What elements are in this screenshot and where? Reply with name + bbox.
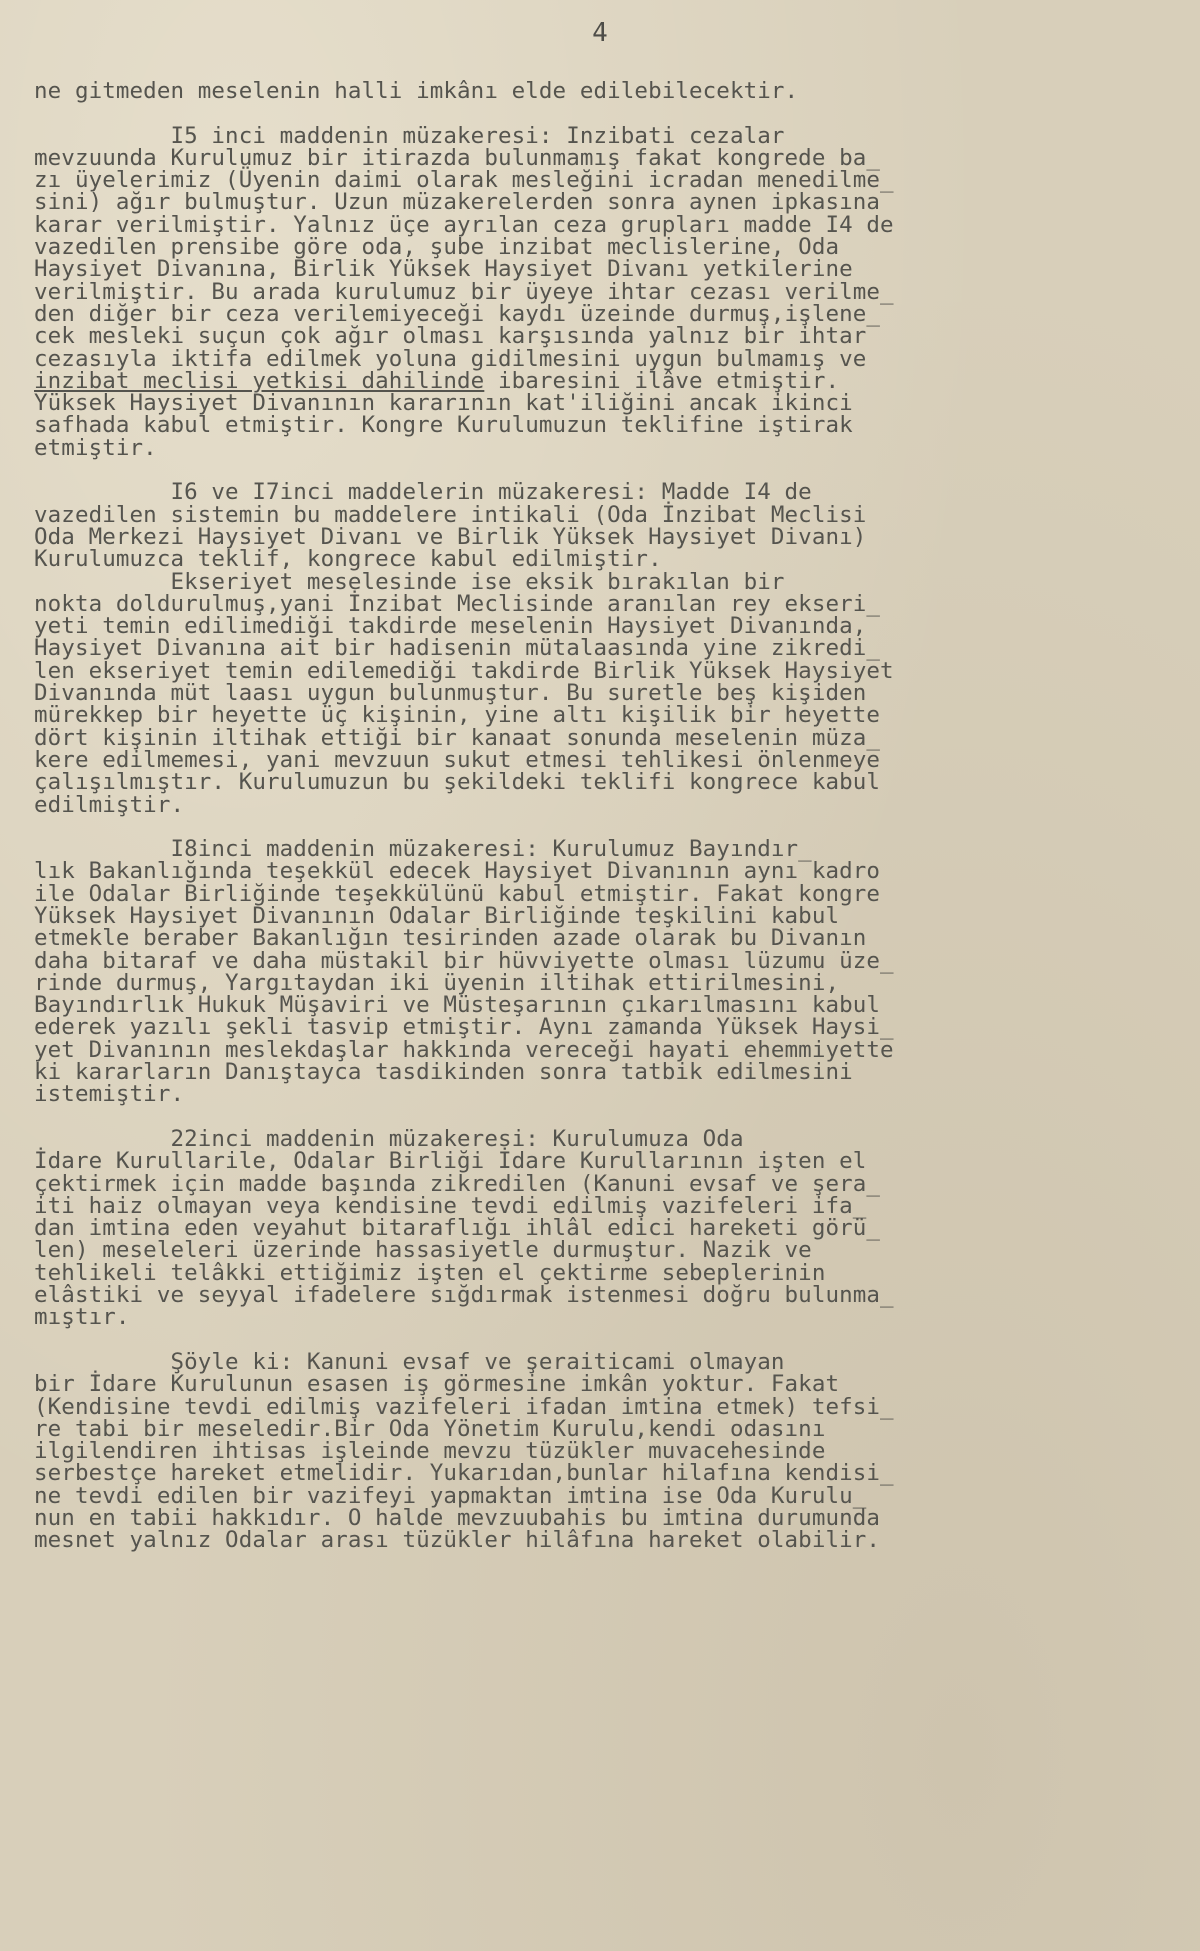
text-line: mevzuunda Kurulumuz bir itirazda bulunmamış fakat kongrede ba_ [34, 144, 881, 171]
text-line: ne gitmeden meselenin halli imkânı elde edilebilecektir. [34, 78, 799, 104]
paragraph-explanation [34, 1348, 1184, 1554]
text-line: den diğer bir ceza verilemiyeceği kaydı üzeinde durmuş,işlene_ [34, 300, 881, 327]
paragraph-article-22 [34, 1125, 1184, 1331]
text-line: Şöyle ki: Kanuni evsaf ve şeraiticami olmayan [34, 1348, 785, 1375]
text-line: çalışılmıştır. Kurulumuzun bu şekildeki teklifi kongrece kabul [34, 769, 881, 796]
text-line: rinde durmuş, Yargıtaydan iki üyenin iltihak ettirilmesini, [34, 969, 840, 996]
text-line: safhada kabul etmiştir. Kongre Kurulumuzun teklifine iştirak [34, 412, 853, 439]
paragraph-articles-16-17 [34, 479, 1184, 818]
page-number: 4 [592, 18, 608, 48]
text-line: etmekle beraber Bakanlığın tesirinden azade olarak bu Divanın [34, 925, 867, 952]
text-line: dan imtina eden veyahut bitaraflığı ihlâl edici hareketi görü_ [34, 1215, 881, 1242]
text-line: verilmiştir. Bu arada kurulumuz bir üyeye ihtar cezası verilme_ [34, 278, 894, 305]
text-line: dört kişinin iltihak ettiği bir kanaat sonunda meselenin müza_ [34, 724, 881, 751]
text-line: mesnet yalnız Odalar arası tüzükler hilâfına hareket olabilir. [34, 1527, 881, 1554]
text-line: yet Divanının meslekdaşlar hakkında vereceği hayati ehemmiyette [34, 1036, 894, 1063]
text-line: I6 ve I7inci maddelerin müzakeresi: Madde I4 de [34, 479, 812, 506]
text-line: mürekkep bir heyette üç kişinin, yine altı kişilik bir heyette [34, 702, 881, 729]
text-line: lık Bakanlığında teşekkül edecek Haysiyet Divanının aynı kadro [34, 858, 881, 885]
text-line: (Kendisine tevdi edilmiş vazifeleri ifadan imtina etmek) tefsi_ [34, 1393, 894, 1420]
text-line: cezasıyla iktifa edilmek yoluna gidilmesini uygun bulmamış ve [34, 345, 867, 372]
text-line: İdare Kurullarile, Odalar Birliği İdare Kurullarının işten el [34, 1148, 867, 1175]
underlined-phrase: inzibat meclisi yetkisi dahilinde [34, 367, 485, 394]
text-line: sini) ağır bulmuştur. Uzun müzakerelerden sonra aynen ipkasına [34, 189, 881, 216]
text-line: iti haiz olmayan veya kendisine tevdi edilmiş vazifeleri ifa_ [34, 1192, 867, 1219]
text-line: yeti temin edilimediği takdirde meselenin Haysiyet Divanında, [34, 613, 867, 640]
text-line: karar verilmiştir. Yalnız üçe ayrılan ceza grupları madde I4 de [34, 211, 894, 238]
text-line: 22inci maddenin müzakeresi: Kurulumuza Oda [34, 1125, 744, 1152]
text-line: vazedilen sistemin bu maddelere intikali (Oda İnzibat Meclisi [34, 501, 867, 528]
document-body [34, 80, 1184, 1552]
text-line: Ekseriyet meselesinde ise eksik bırakılan bir [34, 568, 785, 595]
text-line: Yüksek Haysiyet Divanının kararının kat'iliğini ancak ikinci [34, 390, 853, 417]
text-line: bir İdare Kurulunun esasen iş görmesine imkân yoktur. Fakat [34, 1371, 840, 1398]
text-line: len) meseleleri üzerinde hassasiyetle durmuştur. Nazik ve [34, 1237, 812, 1264]
text-line: mıştır. [34, 1304, 130, 1331]
paragraph-intro [34, 80, 1184, 102]
text-line: cek mesleki suçun çok ağır olması karşısında yalnız bir ihtar [34, 323, 867, 350]
text-line: tehlikeli telâkki ettiğimiz işten el çektirme sebeplerinin [34, 1259, 826, 1286]
text-line: Haysiyet Divanına ait bir hadisenin mütalaasında yine zikredi_ [34, 635, 881, 662]
text-line: vazedilen prensibe göre oda, şube inzibat meclislerine, Oda [34, 234, 840, 261]
text-line: Kurulumuzca teklif, kongrece kabul edilmiştir. [34, 546, 662, 573]
paragraph-article-15 [34, 122, 1184, 461]
text-line-rest: ibaresini ilâve etmiştir. [484, 367, 840, 394]
text-line: Bayındırlık Hukuk Müşaviri ve Müsteşarının çıkarılmasını kabul [34, 992, 881, 1019]
text-line: ne tevdi edilen bir vazifeyi yapmaktan imtina ise Oda Kurulu_ [34, 1482, 867, 1509]
text-line: ki kararların Danıştayca tasdikinden sonra tatbik edilmesini [34, 1059, 853, 1086]
text-line: serbestçe hareket etmelidir. Yukarıdan,bunlar hilafına kendisi_ [34, 1460, 894, 1487]
text-line: Yüksek Haysiyet Divanının Odalar Birliğinde teşkilini kabul [34, 902, 840, 929]
text-line: nokta doldurulmuş,yani İnzibat Meclisinde aranılan rey ekseri_ [34, 590, 881, 617]
text-line: istemiştir. [34, 1081, 185, 1108]
text-line: daha bitaraf ve daha müstakil bir hüvviyette olması lüzumu üze_ [34, 947, 894, 974]
text-line-underlined [34, 367, 1184, 394]
text-line: nun en tabii hakkıdır. O halde mevzuubahis bu imtina durumunda [34, 1505, 881, 1531]
text-line: ile Odalar Birliğinde teşekkülünü kabul etmiştir. Fakat kongre [34, 880, 881, 907]
text-line: ederek yazılı şekli tasvip etmiştir. Aynı zamanda Yüksek Haysi_ [34, 1014, 894, 1041]
text-line: zı üyelerimiz (Üyenin daimi olarak mesleğini icradan menedilme_ [34, 167, 894, 194]
text-line: çektirmek için madde başında zikredilen (Kanuni evsaf ve şera_ [34, 1170, 881, 1197]
text-line: Haysiyet Divanına, Birlik Yüksek Haysiyet Divanı yetkilerine [34, 256, 853, 283]
text-line: I8inci maddenin müzakeresi: Kurulumuz Bayındır_ [34, 836, 812, 863]
paragraph-article-18 [34, 838, 1184, 1106]
text-line: edilmiştir. [34, 791, 185, 818]
text-line: elâstiki ve seyyal ifadelere sığdırmak istenmesi doğru bulunma_ [34, 1282, 894, 1309]
text-line: Divanında müt laası uygun bulunmuştur. Bu suretle beş kişiden [34, 680, 867, 707]
text-line: kere edilmemesi, yani mevzuun sukut etmesi tehlikesi önlenmeye [34, 746, 881, 773]
text-line: len ekseriyet temin edilemediği takdirde Birlik Yüksek Haysiyet [34, 657, 894, 684]
text-line: ilgilendiren ihtisas işleinde mevzu tüzükler muvacehesinde [34, 1438, 826, 1465]
text-line: re tabi bir meseledir.Bir Oda Yönetim Kurulu,kendi odasını [34, 1415, 826, 1442]
text-line: Oda Merkezi Haysiyet Divanı ve Birlik Yüksek Haysiyet Divanı) [34, 523, 867, 550]
text-line: etmiştir. [34, 434, 157, 461]
text-line: I5 inci maddenin müzakeresi: Inzibati cezalar [34, 122, 785, 149]
